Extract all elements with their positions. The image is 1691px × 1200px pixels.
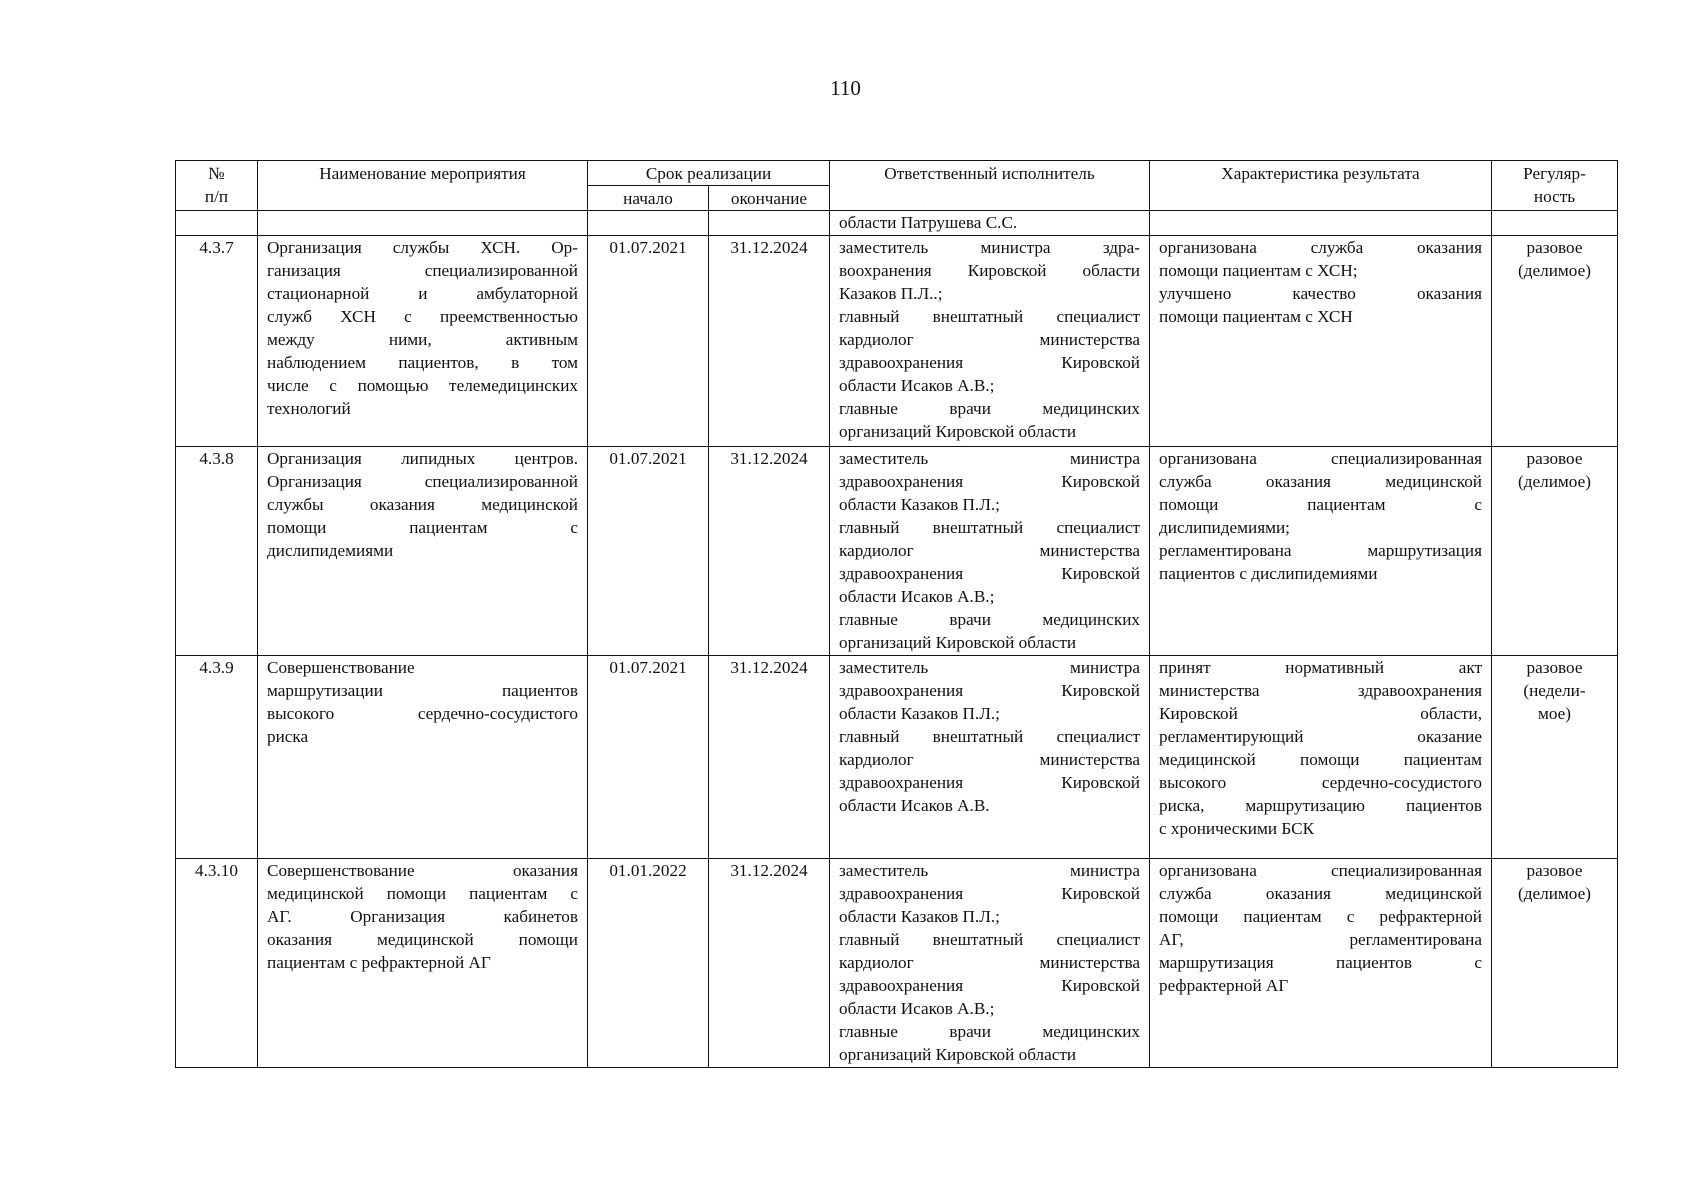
text-line: медицинской помощи пациентам bbox=[1159, 750, 1482, 769]
text-line: организована специализированная bbox=[1159, 861, 1482, 880]
text-line: здравоохранения Кировской bbox=[839, 681, 1140, 700]
text-line: здравоохранения Кировской bbox=[839, 472, 1140, 491]
text-line: здравоохранения Кировской bbox=[839, 564, 1140, 583]
text-line: области Исаков А.В.; bbox=[839, 999, 995, 1018]
text-line: служба оказания медицинской bbox=[1159, 884, 1482, 903]
text-line: главные врачи медицинских bbox=[839, 1022, 1140, 1041]
cell-regularity bbox=[1492, 236, 1618, 447]
text-line: ганизация специализированной bbox=[267, 261, 578, 280]
text-line: (делимое) bbox=[1518, 261, 1591, 280]
cell-result bbox=[1150, 211, 1492, 236]
cell-result bbox=[1150, 447, 1492, 656]
text-line: Казаков П.Л..; bbox=[839, 284, 943, 303]
text-line: высокого сердечно-сосудистого bbox=[267, 704, 578, 723]
header-end: окончание bbox=[709, 186, 830, 211]
text-line: здравоохранения Кировской bbox=[839, 884, 1140, 903]
text-line: регламентирована маршрутизация bbox=[1159, 541, 1482, 560]
header-period: Срок реализации bbox=[588, 161, 830, 186]
cell-number: 4.3.10 bbox=[176, 859, 258, 1068]
text-line: организаций Кировской области bbox=[839, 633, 1077, 652]
text-line: главный внештатный специалист bbox=[839, 930, 1140, 949]
text-line: Организация липидных центров. bbox=[267, 449, 578, 468]
text-line: стационарной и амбулаторной bbox=[267, 284, 578, 303]
cell-regularity bbox=[1492, 447, 1618, 656]
text-line: области Казаков П.Л.; bbox=[839, 495, 1000, 514]
table-row bbox=[176, 859, 1618, 1068]
cell-responsible bbox=[830, 859, 1150, 1068]
text-line: Организация специализированной bbox=[267, 472, 578, 491]
cell-start: 01.01.2022 bbox=[588, 859, 709, 1068]
text-line: области Исаков А.В. bbox=[839, 796, 990, 815]
text-line: области Исаков А.В.; bbox=[839, 376, 995, 395]
text-line: помощи пациентам с ХСН bbox=[1159, 307, 1353, 326]
text-line: организаций Кировской области bbox=[839, 422, 1077, 441]
text-line: воохранения Кировской области bbox=[839, 261, 1140, 280]
text-line: здравоохранения Кировской bbox=[839, 773, 1140, 792]
cell-result bbox=[1150, 859, 1492, 1068]
text-line: разовое bbox=[1526, 861, 1583, 880]
table-header bbox=[176, 161, 1618, 211]
cell-end: 31.12.2024 bbox=[709, 447, 830, 656]
text-line: рефрактерной АГ bbox=[1159, 976, 1289, 995]
cell-number: 4.3.9 bbox=[176, 656, 258, 859]
text-line: помощи пациентам с рефрактерной bbox=[1159, 907, 1482, 926]
text-line: мое) bbox=[1537, 704, 1572, 723]
text-line: главные врачи медицинских bbox=[839, 399, 1140, 418]
text-line: высокого сердечно-сосудистого bbox=[1159, 773, 1482, 792]
cell-name bbox=[258, 447, 588, 656]
text-line: (недели- bbox=[1523, 681, 1586, 700]
text-line: технологий bbox=[267, 399, 351, 418]
text-line: заместитель министра bbox=[839, 449, 1140, 468]
header-number: № п/п bbox=[176, 161, 258, 211]
cell-responsible bbox=[830, 236, 1150, 447]
text-line: организована служба оказания bbox=[1159, 238, 1482, 257]
text-line: маршрутизации пациентов bbox=[267, 681, 578, 700]
cell-responsible bbox=[830, 656, 1150, 859]
text-line: кардиолог министерства bbox=[839, 750, 1140, 769]
header-result: Характеристика результата bbox=[1150, 161, 1492, 211]
text-line: министерства здравоохранения bbox=[1159, 681, 1482, 700]
text-line: риска, маршрутизацию пациентов bbox=[1159, 796, 1482, 815]
text-line: АГ, регламентирована bbox=[1159, 930, 1482, 949]
text-line: помощи пациентам с bbox=[267, 518, 578, 537]
text-line: оказания медицинской помощи bbox=[267, 930, 578, 949]
cell-start: 01.07.2021 bbox=[588, 447, 709, 656]
text-line: кардиолог министерства bbox=[839, 953, 1140, 972]
text-line: числе с помощью телемедицинских bbox=[267, 376, 578, 395]
activities-table bbox=[175, 160, 1618, 1068]
text-line: улучшено качество оказания bbox=[1159, 284, 1482, 303]
text-line: помощи пациентам с bbox=[1159, 495, 1482, 514]
text-line: дислипидемиями bbox=[267, 541, 394, 560]
text-line: здравоохранения Кировской bbox=[839, 353, 1140, 372]
text-line: здравоохранения Кировской bbox=[839, 976, 1140, 995]
header-regularity: Регуляр- ность bbox=[1492, 161, 1618, 211]
table-row-continuation bbox=[176, 211, 1618, 236]
text-line: службы оказания медицинской bbox=[267, 495, 578, 514]
cell-name bbox=[258, 859, 588, 1068]
cell-result bbox=[1150, 656, 1492, 859]
page-number: 110 bbox=[830, 76, 861, 100]
text-line: организаций Кировской области bbox=[839, 1045, 1077, 1064]
text-line: области Казаков П.Л.; bbox=[839, 907, 1000, 926]
text-line: с хроническими БСК bbox=[1159, 819, 1315, 838]
text-line: Совершенствование bbox=[267, 658, 415, 677]
text-line: (делимое) bbox=[1518, 472, 1591, 491]
text-line: разовое bbox=[1526, 449, 1583, 468]
text-line: маршрутизация пациентов с bbox=[1159, 953, 1482, 972]
cell-end bbox=[709, 211, 830, 236]
header-responsible: Ответственный исполнитель bbox=[830, 161, 1150, 211]
text-line: помощи пациентам с ХСН; bbox=[1159, 261, 1358, 280]
cell-name bbox=[258, 211, 588, 236]
text-line: между ними, активным bbox=[267, 330, 578, 349]
text-line: области Казаков П.Л.; bbox=[839, 704, 1000, 723]
text-line: риска bbox=[267, 727, 309, 746]
cell-regularity bbox=[1492, 211, 1618, 236]
cell-responsible bbox=[830, 447, 1150, 656]
cell-number: 4.3.7 bbox=[176, 236, 258, 447]
table-row bbox=[176, 236, 1618, 447]
cell-end: 31.12.2024 bbox=[709, 859, 830, 1068]
cell-responsible: области Патрушева С.С. bbox=[830, 211, 1150, 236]
text-line: пациентов с дислипидемиями bbox=[1159, 564, 1378, 583]
text-line: АГ. Организация кабинетов bbox=[267, 907, 578, 926]
header-activity-name: Наименование мероприятия bbox=[258, 161, 588, 211]
header-start: начало bbox=[588, 186, 709, 211]
text-line: заместитель министра bbox=[839, 861, 1140, 880]
text-line: главные врачи медицинских bbox=[839, 610, 1140, 629]
cell-regularity bbox=[1492, 859, 1618, 1068]
text-line: заместитель министра bbox=[839, 658, 1140, 677]
text-line: главный внештатный специалист bbox=[839, 307, 1140, 326]
text-line: организована специализированная bbox=[1159, 449, 1482, 468]
table-row bbox=[176, 656, 1618, 859]
cell-number bbox=[176, 211, 258, 236]
text-line: кардиолог министерства bbox=[839, 330, 1140, 349]
text-line: пациентам с рефрактерной АГ bbox=[267, 953, 491, 972]
cell-result bbox=[1150, 236, 1492, 447]
text-line: регламентирующий оказание bbox=[1159, 727, 1482, 746]
cell-start bbox=[588, 211, 709, 236]
text-line: главный внештатный специалист bbox=[839, 518, 1140, 537]
text-line: принят нормативный акт bbox=[1159, 658, 1482, 677]
text-line: (делимое) bbox=[1518, 884, 1591, 903]
text-line: заместитель министра здра- bbox=[839, 238, 1140, 257]
text-line: разовое bbox=[1526, 238, 1583, 257]
text-line: кардиолог министерства bbox=[839, 541, 1140, 560]
cell-regularity bbox=[1492, 656, 1618, 859]
cell-end: 31.12.2024 bbox=[709, 656, 830, 859]
cell-name bbox=[258, 656, 588, 859]
text-line: наблюдением пациентов, в том bbox=[267, 353, 578, 372]
text-line: Кировской области, bbox=[1159, 704, 1482, 723]
table-row bbox=[176, 447, 1618, 656]
text-line: дислипидемиями; bbox=[1159, 518, 1290, 537]
text-line: медицинской помощи пациентам с bbox=[267, 884, 578, 903]
cell-end: 31.12.2024 bbox=[709, 236, 830, 447]
text-line: Совершенствование оказания bbox=[267, 861, 578, 880]
text-line: главный внештатный специалист bbox=[839, 727, 1140, 746]
text-line: служба оказания медицинской bbox=[1159, 472, 1482, 491]
text-line: области Исаков А.В.; bbox=[839, 587, 995, 606]
cell-name bbox=[258, 236, 588, 447]
text-line: разовое bbox=[1526, 658, 1583, 677]
text-line: служб ХСН с преемственностью bbox=[267, 307, 578, 326]
text-line: Организация службы ХСН. Ор- bbox=[267, 238, 578, 257]
cell-number: 4.3.8 bbox=[176, 447, 258, 656]
cell-start: 01.07.2021 bbox=[588, 656, 709, 859]
cell-start: 01.07.2021 bbox=[588, 236, 709, 447]
